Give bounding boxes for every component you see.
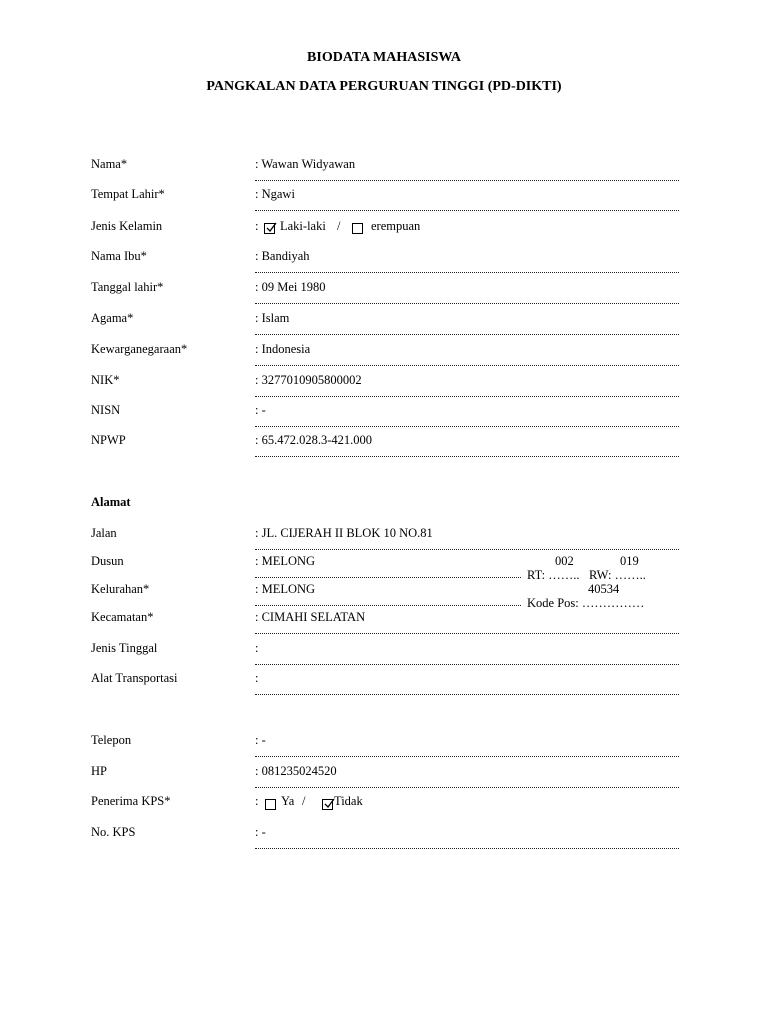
dotted-line [255, 334, 679, 335]
dotted-line [255, 396, 679, 397]
value-alat-transportasi[interactable]: : [255, 671, 259, 685]
value-jalan[interactable]: : JL. CIJERAH II BLOK 10 NO.81 [255, 526, 433, 540]
label-hp: HP [91, 764, 107, 778]
page-title: BIODATA MAHASISWA [307, 50, 461, 65]
dotted-line [255, 756, 679, 757]
address-heading: Alamat [91, 495, 131, 509]
checkbox-perempuan[interactable] [352, 223, 363, 234]
dotted-line [255, 549, 679, 550]
value-no-kps[interactable]: : - [255, 825, 266, 839]
label-rw: RW: …….. [589, 568, 646, 582]
label-perempuan: erempuan [371, 219, 421, 233]
gender-separator: / [337, 219, 341, 233]
label-agama: Agama* [91, 311, 134, 325]
dotted-line [255, 787, 679, 788]
label-no-kps: No. KPS [91, 825, 136, 839]
checkbox-tidak[interactable] [322, 799, 333, 810]
label-jenis-tinggal: Jenis Tinggal [91, 641, 158, 655]
value-kewarganegaraan[interactable]: : Indonesia [255, 342, 311, 356]
label-rt: RT: …….. [527, 568, 580, 582]
dotted-line [255, 303, 679, 304]
checkmark-icon [265, 222, 277, 234]
label-telepon: Telepon [91, 733, 132, 747]
label-nama-ibu: Nama Ibu* [91, 249, 147, 263]
label-tidak: Tidak [334, 794, 363, 808]
value-tempat-lahir[interactable]: : Ngawi [255, 187, 295, 201]
label-tempat-lahir: Tempat Lahir* [91, 187, 165, 201]
label-kewarganegaraan: Kewarganegaraan* [91, 342, 188, 356]
label-jalan: Jalan [91, 526, 117, 540]
value-jenis-tinggal[interactable]: : [255, 641, 259, 655]
value-hp[interactable]: : 081235024520 [255, 764, 337, 778]
value-kode-pos[interactable]: 40534 [588, 582, 620, 596]
dotted-line [255, 848, 679, 849]
value-nik[interactable]: : 3277010905800002 [255, 373, 362, 387]
value-rt[interactable]: 002 [555, 554, 574, 568]
kps-separator: / [302, 794, 306, 808]
dotted-line [255, 605, 521, 606]
label-nik: NIK* [91, 373, 120, 387]
dotted-line [255, 577, 521, 578]
label-kode-pos: Kode Pos: …………… [527, 596, 645, 610]
value-nama[interactable]: : Wawan Widyawan [255, 157, 356, 171]
page-subtitle: PANGKALAN DATA PERGURUAN TINGGI (PD-DIKTI) [206, 79, 562, 94]
label-tanggal-lahir: Tanggal lahir* [91, 280, 164, 294]
value-agama[interactable]: : Islam [255, 311, 290, 325]
label-alat-transportasi: Alat Transportasi [91, 671, 178, 685]
label-ya: Ya [281, 794, 295, 808]
dotted-line [255, 694, 679, 695]
dotted-line [255, 633, 679, 634]
value-npwp[interactable]: : 65.472.028.3-421.000 [255, 433, 373, 447]
dotted-line [255, 272, 679, 273]
value-nisn[interactable]: : - [255, 403, 266, 417]
dotted-line [255, 664, 679, 665]
value-tanggal-lahir[interactable]: : 09 Mei 1980 [255, 280, 326, 294]
value-kelurahan[interactable]: : MELONG [255, 582, 316, 596]
dotted-line [255, 426, 679, 427]
label-laki-laki: Laki-laki [280, 219, 326, 233]
label-kelurahan: Kelurahan* [91, 582, 150, 596]
value-rw[interactable]: 019 [620, 554, 639, 568]
dotted-line [255, 456, 679, 457]
dotted-line [255, 365, 679, 366]
label-nama: Nama* [91, 157, 128, 171]
checkbox-ya[interactable] [265, 799, 276, 810]
checkbox-laki-laki[interactable] [264, 223, 275, 234]
label-npwp: NPWP [91, 433, 126, 447]
value-telepon[interactable]: : - [255, 733, 266, 747]
value-kecamatan[interactable]: : CIMAHI SELATAN [255, 610, 366, 624]
dotted-line [255, 210, 679, 211]
value-dusun[interactable]: : MELONG [255, 554, 316, 568]
label-penerima-kps: Penerima KPS* [91, 794, 171, 808]
value-jenis-kelamin-colon: : [255, 219, 259, 233]
value-penerima-kps-colon: : [255, 794, 259, 808]
label-dusun: Dusun [91, 554, 124, 568]
label-jenis-kelamin: Jenis Kelamin [91, 219, 163, 233]
label-kecamatan: Kecamatan* [91, 610, 154, 624]
label-nisn: NISN [91, 403, 121, 417]
value-nama-ibu[interactable]: : Bandiyah [255, 249, 310, 263]
dotted-line [255, 180, 679, 181]
